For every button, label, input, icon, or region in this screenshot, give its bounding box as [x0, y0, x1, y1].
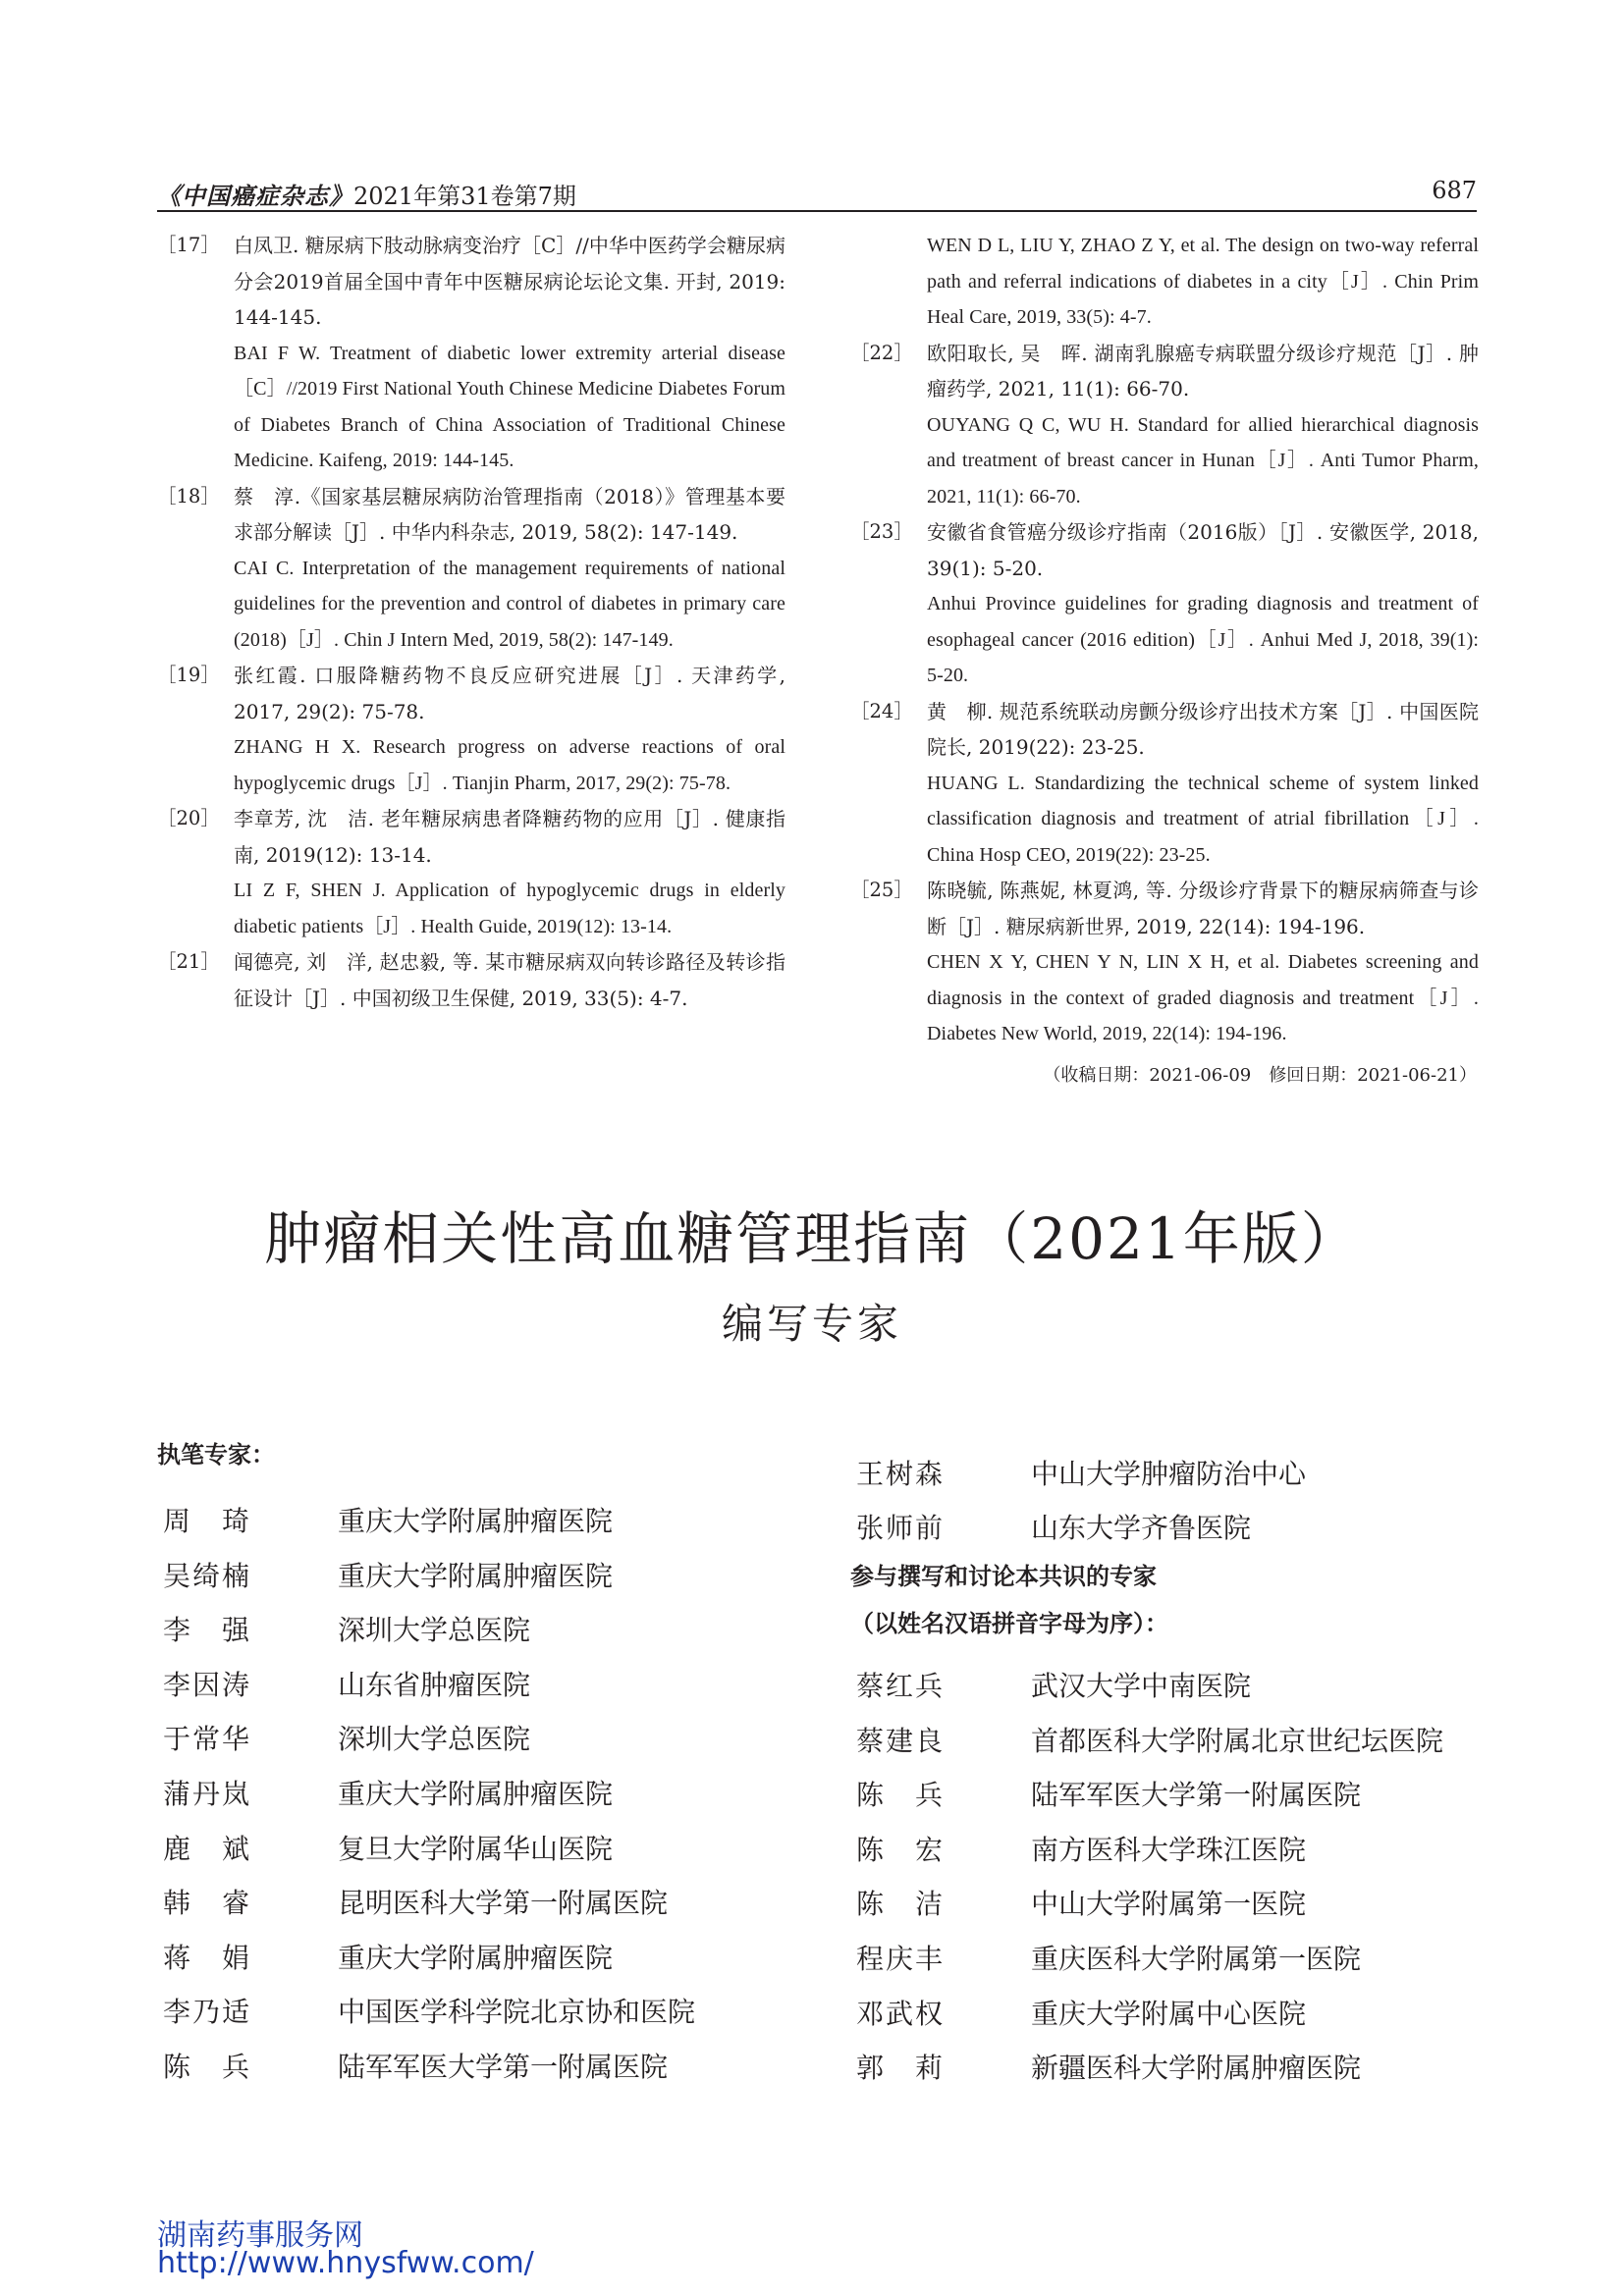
expert-name: 李乃适 [163, 1996, 252, 2029]
reference-number: ［22］ [850, 341, 913, 364]
expert-name: 陈 宏 [856, 1833, 946, 1866]
expert-name: 邓武权 [856, 1997, 946, 2030]
reference-text-chinese: 黄 柳. 规范系统联动房颤分级诊疗出技术方案［J］. 中国医院院长, 2019(22): 23-25. [927, 699, 1479, 759]
expert-name: 周 琦 [163, 1505, 252, 1537]
reference-text-chinese: 闻德亮, 刘 洋, 赵忠毅, 等. 某市糖尿病双向转诊路径及转诊指征设计［J］. 中国初级卫生保健, 2019, 33(5): 4-7. [234, 950, 785, 1010]
expert-name: 陈 兵 [163, 2051, 252, 2083]
expert-institution: 陆军军医大学第一附属医院 [1031, 1779, 1362, 1812]
expert-name: 李因涛 [163, 1668, 252, 1701]
expert-institution: 重庆大学附属肿瘤医院 [338, 1505, 614, 1537]
footer-site-name: 湖南药事服务网 [157, 2218, 363, 2253]
expert-institution: 中国医学科学院北京协和医院 [338, 1996, 696, 2029]
reference-number: ［20］ [157, 807, 220, 829]
expert-name: 程庆丰 [856, 1943, 946, 1975]
reference-item [850, 228, 1479, 336]
expert-institution: 武汉大学中南医院 [1031, 1670, 1252, 1702]
reference-text-chinese: 李章芳, 沈 洁. 老年糖尿病患者降糖药物的应用［J］. 健康指南, 2019(12): 13-14. [234, 807, 785, 867]
running-header [157, 177, 1477, 210]
participating-experts-heading: 参与撰写和讨论本共识的专家 [850, 1563, 1157, 1590]
expert-name: 陈 洁 [856, 1888, 946, 1921]
expert-institution: 重庆大学附属中心医院 [1031, 1997, 1307, 2030]
references-left-column [157, 228, 785, 1016]
journal-citation [157, 177, 576, 211]
expert-name: 陈 兵 [856, 1779, 946, 1812]
expert-name: 王树森 [856, 1458, 946, 1490]
expert-institution: 重庆大学附属肿瘤医院 [338, 1778, 614, 1810]
reference-item [157, 479, 785, 659]
expert-name: 张师前 [856, 1512, 946, 1544]
reference-text-english: CHEN X Y, CHEN Y N, LIN X H, et al. Diabetes screening and diagnosis in the context of graded diagnosis and treatment［J］. Diabetes New World, 2019, 22(14): 194-196. [927, 951, 1479, 1044]
expert-name: 蔡建良 [856, 1724, 946, 1757]
reference-text-chinese: 白凤卫. 糖尿病下肢动脉病变治疗［C］//中华中医药学会糖尿病分会2019首届全国中青年中医糖尿病论坛论文集. 开封, 2019: 144-145. [234, 234, 785, 329]
reference-item [157, 801, 785, 944]
reference-item [157, 944, 785, 1016]
expert-name: 鹿 斌 [163, 1832, 252, 1865]
received-revised-dates: （收稿日期：2021-06-09 修回日期：2021-06-21） [1043, 1065, 1477, 1086]
reference-text-chinese: 蔡 淳.《国家基层糖尿病防治管理指南（2018）》管理基本要求部分解读［J］. 中华内科杂志, 2019, 58(2): 147-149. [234, 484, 785, 544]
expert-institution: 山东省肿瘤医院 [338, 1668, 531, 1701]
reference-text-english: Anhui Province guidelines for grading diagnosis and treatment of esophageal cancer (2016 edition)［J］. Anhui Med J, 2018, 39(1): 5-20. [927, 593, 1479, 686]
reference-item [850, 873, 1479, 1052]
article-title: 肿瘤相关性高血糖管理指南（2021年版） [264, 1205, 1360, 1272]
expert-institution: 新疆医科大学附属肿瘤医院 [1031, 2052, 1362, 2085]
page-number: 687 [1432, 177, 1477, 204]
expert-institution: 中山大学肿瘤防治中心 [1031, 1458, 1307, 1490]
reference-number: ［19］ [157, 664, 220, 686]
reference-text-english: LI Z F, SHEN J. Application of hypoglycemic drugs in elderly diabetic patients［J］. Health Guide, 2019(12): 13-14. [234, 880, 785, 937]
reference-number: ［25］ [850, 879, 913, 901]
expert-name: 于常华 [163, 1723, 252, 1756]
participating-experts-subheading: （以姓名汉语拼音字母为序）： [850, 1610, 1168, 1637]
reference-number: ［17］ [157, 234, 220, 256]
expert-name: 蔡红兵 [856, 1670, 946, 1702]
expert-institution: 重庆大学附属肿瘤医院 [338, 1559, 614, 1592]
expert-name: 李 强 [163, 1614, 252, 1647]
reference-item [157, 658, 785, 801]
reference-text-english: WEN D L, LIU Y, ZHAO Z Y, et al. The design on two-way referral path and referral indications of diabetes in a city［J］. Chin Prim Heal Care, 2019, 33(5): 4-7. [927, 235, 1479, 328]
reference-item [850, 514, 1479, 694]
reference-text-english: HUANG L. Standardizing the technical scheme of system linked classification diagnosis and treatment of atrial fibrillation［J］. China Hosp CEO, 2019(22): 23-25. [927, 772, 1479, 866]
expert-institution: 首都医科大学附属北京世纪坛医院 [1031, 1724, 1444, 1757]
expert-institution: 深圳大学总医院 [338, 1614, 531, 1647]
expert-institution: 深圳大学总医院 [338, 1723, 531, 1756]
expert-institution: 重庆医科大学附属第一医院 [1031, 1943, 1362, 1975]
expert-institution: 复旦大学附属华山医院 [338, 1832, 614, 1865]
expert-institution: 陆军军医大学第一附属医院 [338, 2051, 669, 2083]
reference-text-english: BAI F W. Treatment of diabetic lower extremity arterial disease［C］//2019 First National Youth Chinese Medicine Diabetes Forum of Diabetes Branch of China Association of Traditional Chinese Medicine. Kaifeng, 2019: 144-145. [234, 342, 785, 471]
expert-name: 韩 睿 [163, 1887, 252, 1920]
reference-number: ［23］ [850, 520, 913, 543]
footer-url[interactable]: http://www.hnysfww.com/ [157, 2246, 534, 2280]
expert-institution: 山东大学齐鲁医院 [1031, 1512, 1252, 1544]
references-right-column [850, 228, 1479, 1052]
reference-item [850, 336, 1479, 515]
reference-text-english: CAI C. Interpretation of the management requirements of national guidelines for the prevention and control of diabetes in primary care (2018)［J］. Chin J Intern Med, 2019, 58(2): 147-149. [234, 557, 785, 651]
reference-number: ［24］ [850, 699, 913, 722]
journal-issue: 2021年第31卷第7期 [353, 183, 576, 210]
journal-name: 《中国癌症杂志》 [157, 182, 353, 210]
reference-number: ［18］ [157, 484, 220, 507]
reference-text-english: OUYANG Q C, WU H. Standard for allied hierarchical diagnosis and treatment of breast cancer in Hunan［J］. Anti Tumor Pharm, 2021, 11(1): 66-70. [927, 413, 1479, 507]
reference-text-chinese: 安徽省食管癌分级诊疗指南（2016版）［J］. 安徽医学, 2018, 39(1): 5-20. [927, 520, 1479, 580]
reference-text-chinese: 陈晓毓, 陈燕妮, 林夏鸿, 等. 分级诊疗背景下的糖尿病筛查与诊断［J］. 糖尿病新世界, 2019, 22(14): 194-196. [927, 879, 1479, 938]
expert-name: 蒋 娟 [163, 1941, 252, 1974]
expert-institution: 中山大学附属第一医院 [1031, 1888, 1307, 1921]
reference-number: ［21］ [157, 950, 220, 973]
reference-item [157, 228, 785, 479]
expert-name: 吴绮楠 [163, 1559, 252, 1592]
writing-experts-heading: 执笔专家： [157, 1441, 275, 1468]
reference-text-english: ZHANG H X. Research progress on adverse reactions of oral hypoglycemic drugs［J］. Tianjin Pharm, 2017, 29(2): 75-78. [234, 736, 785, 794]
expert-institution: 南方医科大学珠江医院 [1031, 1833, 1307, 1866]
reference-text-chinese: 欧阳取长, 吴 晖. 湖南乳腺癌专病联盟分级诊疗规范［J］. 肿瘤药学, 2021, 11(1): 66-70. [927, 341, 1479, 400]
expert-institution: 重庆大学附属肿瘤医院 [338, 1941, 614, 1974]
reference-text-chinese: 张红霞. 口服降糖药物不良反应研究进展［J］. 天津药学, 2017, 29(2): 75-78. [234, 664, 785, 723]
expert-institution: 昆明医科大学第一附属医院 [338, 1887, 669, 1920]
reference-item [850, 694, 1479, 874]
header-rule [157, 210, 1477, 212]
expert-name: 蒲丹岚 [163, 1778, 252, 1810]
expert-name: 郭 莉 [856, 2052, 946, 2085]
article-subtitle: 编写专家 [721, 1300, 902, 1348]
